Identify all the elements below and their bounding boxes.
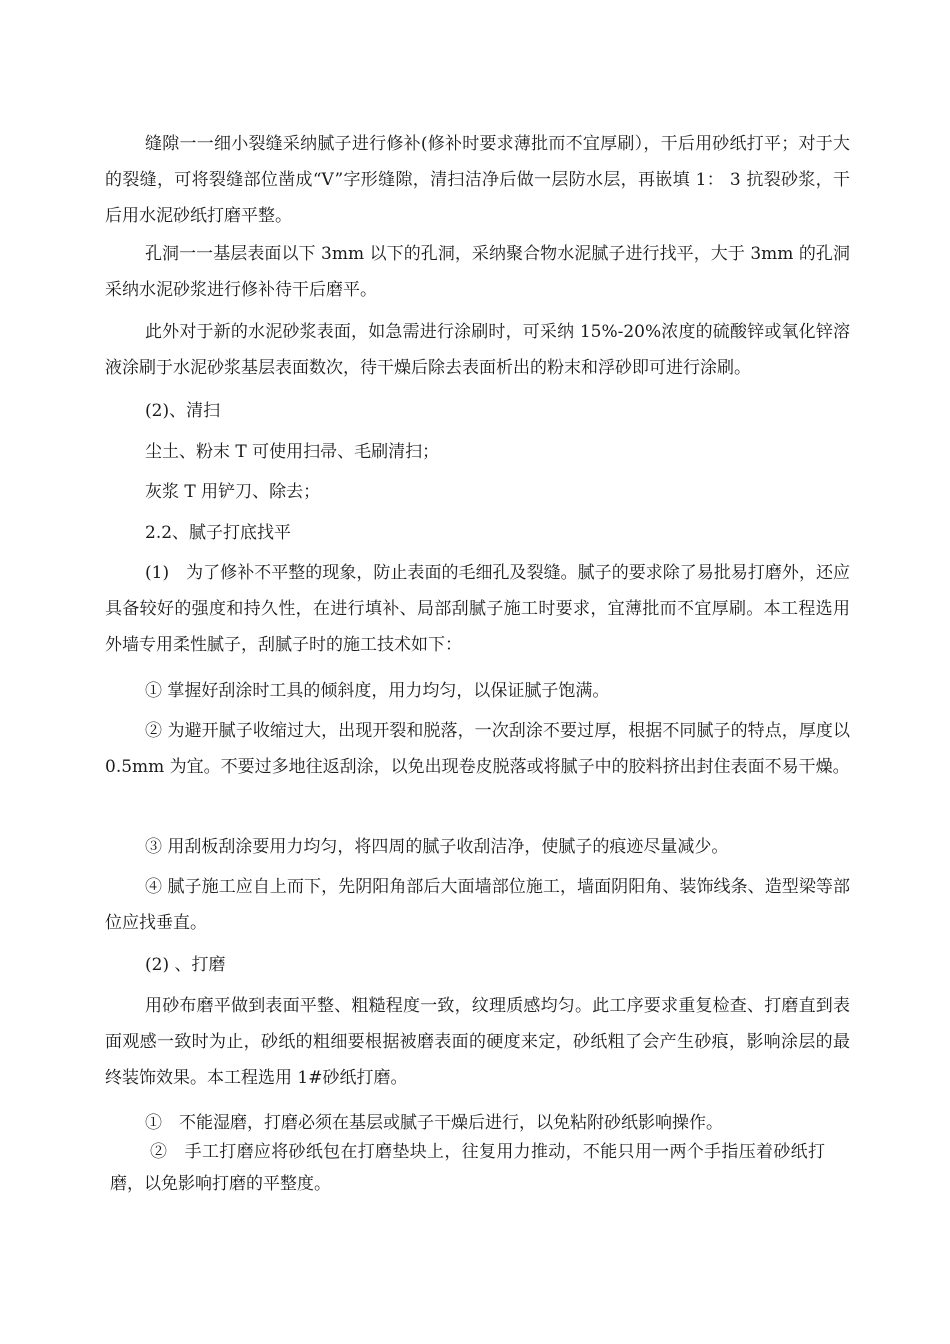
list-item-2: ② 为避开腻子收缩过大，出现开裂和脱落，一次刮涂不要过厚，根据不同腻子的特点，厚度以 0.5mm 为宜。不要过多地往返刮涂，以免出现卷皮脱落或将腻子中的胶料挤出封住表面不易干燥。 xyxy=(105,721,850,777)
paragraph-sanding: 用砂布磨平做到表面平整、粗糙程度一致，纹理质感均匀。此工序要求重复检查、打磨直到表面观感一致时为止，砂纸的粗细要根据被磨表面的硬度来定，砂纸粗了会产生砂痕，影响涂层的最终装饰效果。本工程选用 1#砂纸打磨。 xyxy=(105,996,850,1088)
paragraph-mortar-removal: 灰浆 T 用铲刀、除去； xyxy=(145,482,321,502)
list-item-3: ③ 用刮板刮涂要用力均匀，将四周的腻子收刮洁净，使腻子的痕迹尽量减少。 xyxy=(145,837,729,857)
paragraph-holes: 孔洞一一基层表面以下 3mm 以下的孔洞，采纳聚合物水泥腻子进行找平，大于 3mm 的孔洞采纳水泥砂浆进行修补待干后磨平。 xyxy=(105,244,850,300)
sanding-item-1: ① 不能湿磨，打磨必须在基层或腻子干燥后进行，以免粘附砂纸影响操作。 xyxy=(145,1113,723,1133)
list-item-1: ① 掌握好刮涂时工具的倾斜度，用力均匀，以保证腻子饱满。 xyxy=(145,681,610,701)
heading-sanding: (2) 、打磨 xyxy=(145,955,226,975)
sanding-item-2: ② 手工打磨应将砂纸包在打磨垫块上，往复用力推动，不能只用一两个手指压着砂纸打磨，以免影响打磨的平整度。 xyxy=(110,1142,825,1194)
paragraph-putty-intro: (1) 为了修补不平整的现象，防止表面的毛细孔及裂缝。腻子的要求除了易批易打磨外，还应具备较好的强度和持久性，在进行填补、局部刮腻子施工时要求，宜薄批而不宜厚刷。本工程选用外墙专用柔性腻子，刮腻子时的施工技术如下： xyxy=(105,563,850,655)
heading-putty-leveling: 2.2、腻子打底找平 xyxy=(145,523,292,543)
paragraph-dust: 尘土、粉末 T 可使用扫帚、毛刷清扫； xyxy=(145,442,440,462)
paragraph-new-mortar: 此外对于新的水泥砂浆表面，如急需进行涂刷时，可采纳 15%-20%浓度的硫酸锌或氧化锌溶液涂刷于水泥砂浆基层表面数次，待干燥后除去表面析出的粉末和浮砂即可进行涂刷。 xyxy=(105,322,850,378)
paragraph-cracks: 缝隙一一细小裂缝采纳腻子进行修补(修补时要求薄批而不宜厚刷），干后用砂纸打平；对于大的裂缝，可将裂缝部位凿成“V”字形缝隙，清扫洁净后做一层防水层，再嵌填 1： 3 抗裂砂浆，干后用水泥砂纸打磨平整。 xyxy=(105,134,850,226)
heading-cleaning: (2)、清扫 xyxy=(145,401,221,421)
list-item-4: ④ 腻子施工应自上而下，先阴阳角部后大面墙部位施工，墙面阴阳角、装饰线条、造型梁等部位应找垂直。 xyxy=(105,877,850,933)
